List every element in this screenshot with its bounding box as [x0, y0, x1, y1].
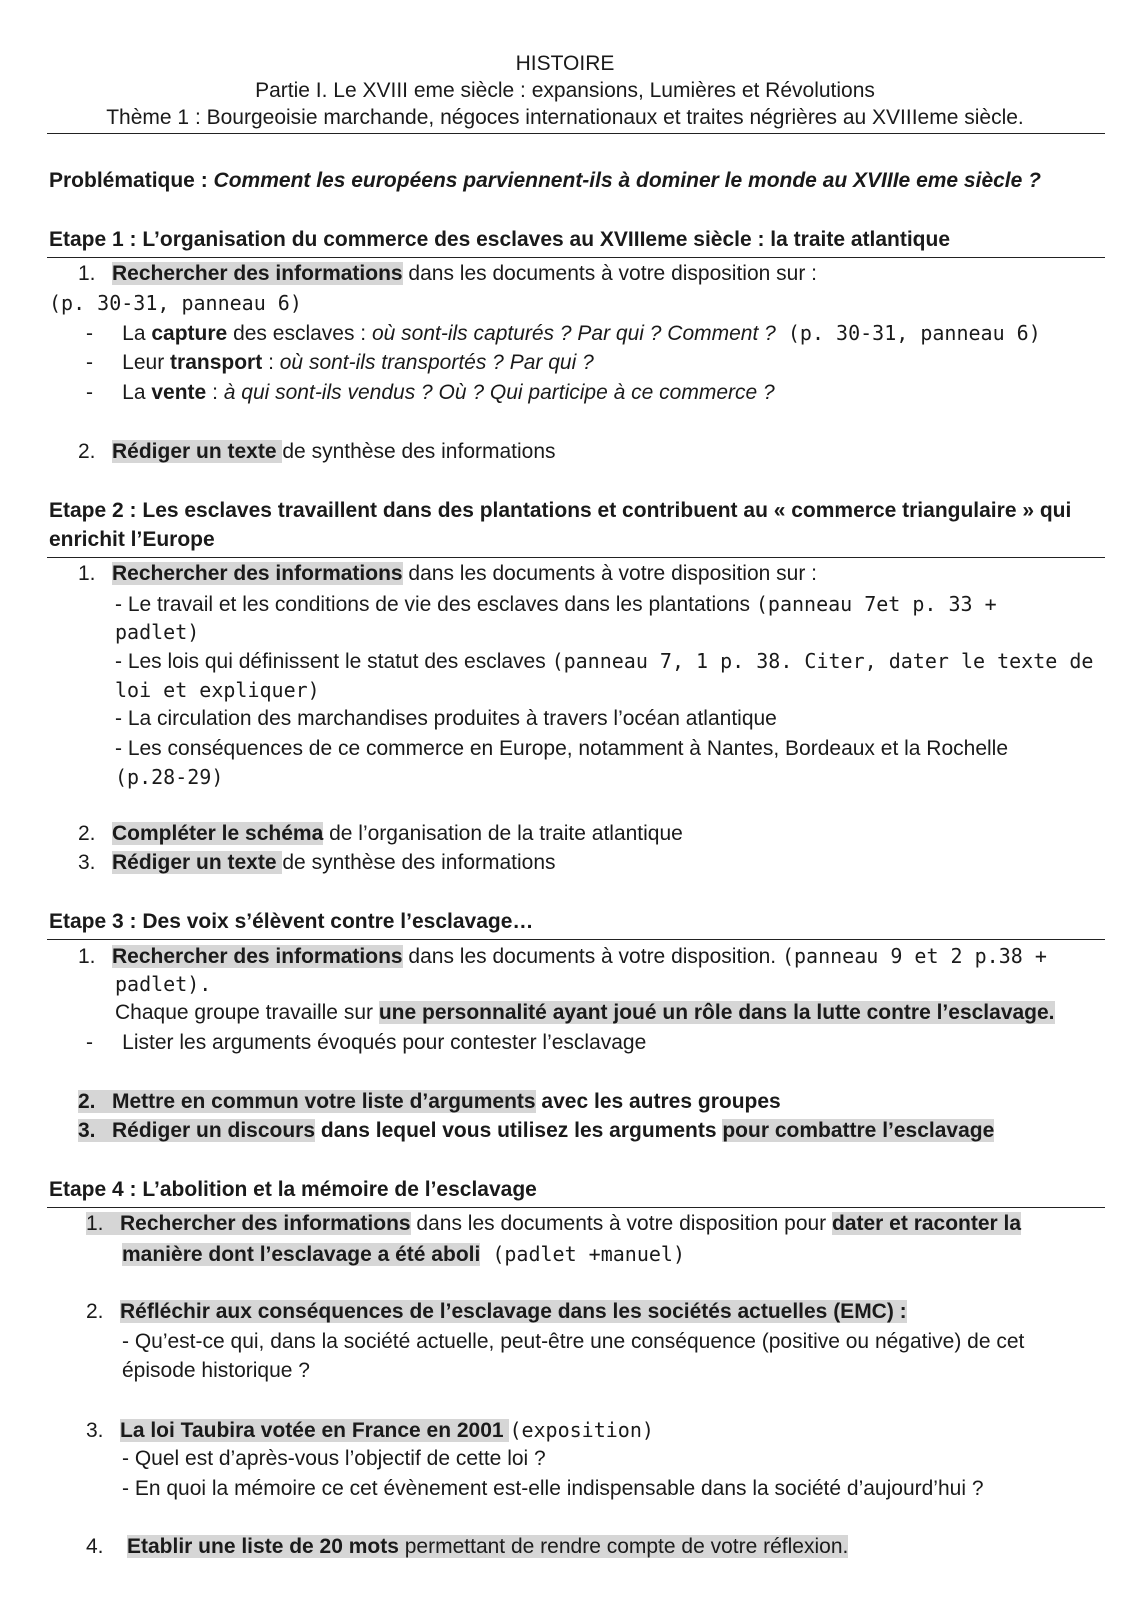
etape2-title-line2: enrichit l’Europe [49, 528, 215, 551]
etape3-title: Etape 3 : Des voix s’élèvent contre l’esclavage… [49, 910, 534, 933]
etape4-rule [47, 1207, 1105, 1208]
etape2-rule [47, 557, 1105, 558]
etape2-sub-travail: - Le travail et les conditions de vie des esclaves dans les plantations (panneau 7et p. 33 + [115, 592, 997, 616]
theme-title: Thème 1 : Bourgeoisie marchande, négoces internationaux et traites négrières au XVIIIeme siècle. [106, 106, 1024, 129]
etape3-item3: 3. Rédiger un discours dans lequel vous utilisez les arguments pour combattre l’esclavage [78, 1119, 995, 1142]
problematique [49, 166, 1041, 196]
etape2-item1: 1. Rechercher des informations dans les documents à votre disposition sur : [78, 562, 817, 585]
etape2-sub-consequences-ref: (p.28-29) [115, 765, 224, 789]
etape1-rule [47, 257, 1105, 258]
etape3-item1: 1. Rechercher des informations dans les documents à votre disposition. (panneau 9 et 2 p.38 + [78, 944, 1047, 968]
etape3-item2: 2. Mettre en commun votre liste d’arguments avec les autres groupes [78, 1090, 781, 1113]
etape1-item1: 1. Rechercher des informations dans les documents à votre disposition sur : [78, 262, 817, 285]
etape4-item3-question2: - En quoi la mémoire ce cet évènement est-elle indispensable dans la société d’aujourd’hui ? [122, 1477, 984, 1500]
etape4-item3-question1: - Quel est d’après-vous l’objectif de cette loi ? [122, 1447, 546, 1470]
etape4-item1-cont: manière dont l’esclavage a été aboli (padlet +manuel) [122, 1242, 686, 1266]
problematique-label: Problématique : [49, 169, 208, 192]
etape4-item2-question: - Qu’est-ce qui, dans la société actuelle, peut-être une conséquence (positive ou négative) de cet [122, 1330, 1025, 1353]
etape1-bullet-transport: - Leur transport : où sont-ils transportés ? Par qui ? [86, 351, 594, 374]
etape4-item3: 3. La loi Taubira votée en France en 2001 (exposition) [86, 1418, 654, 1442]
etape1-item1-ref: (p. 30-31, panneau 6) [49, 291, 302, 315]
etape2-title-line1: Etape 2 : Les esclaves travaillent dans des plantations et contribuent au « commerce triangulaire » qui [49, 499, 1072, 522]
etape3-group-task: Chaque groupe travaille sur une personnalité ayant joué un rôle dans la lutte contre l’esclavage. [115, 1001, 1055, 1024]
etape2-sub-lois-ref: loi et expliquer) [115, 678, 320, 702]
header-rule [47, 133, 1105, 134]
etape1-bullet-capture: - La capture des esclaves : où sont-ils capturés ? Par qui ? Comment ? (p. 30-31, panneau 6) [86, 321, 1041, 345]
etape2-sub-lois: - Les lois qui définissent le statut des esclaves (panneau 7, 1 p. 38. Citer, dater le texte de [115, 649, 1094, 673]
etape3-item1-ref: padlet). [115, 972, 212, 996]
problematique-question: Comment les européens parviennent-ils à dominer le monde au XVIIIe eme siècle ? [213, 169, 1041, 192]
part-title: Partie I. Le XVIII eme siècle : expansions, Lumières et Révolutions [255, 79, 875, 102]
etape4-item4: 4. Etablir une liste de 20 mots permettant de rendre compte de votre réflexion. [86, 1535, 849, 1558]
etape4-item2: 2. Réfléchir aux conséquences de l’esclavage dans les sociétés actuelles (EMC) : [86, 1300, 907, 1323]
etape4-item1: 1. Rechercher des informations dans les documents à votre disposition pour dater et raconter la [86, 1212, 1022, 1235]
etape2-item3: 3. Rédiger un texte de synthèse des informations [78, 851, 556, 874]
etape4-title: Etape 4 : L’abolition et la mémoire de l’esclavage [49, 1178, 537, 1201]
etape2-sub-consequences: - Les conséquences de ce commerce en Europe, notamment à Nantes, Bordeaux et la Rochelle [115, 737, 1009, 760]
etape3-bullet-arguments: - Lister les arguments évoqués pour contester l’esclavage [86, 1031, 647, 1054]
etape4-item2-question-cont: épisode historique ? [122, 1359, 310, 1382]
etape1-item2: 2. Rédiger un texte de synthèse des informations [78, 440, 556, 463]
etape1-bullet-vente: - La vente : à qui sont-ils vendus ? Où ? Qui participe à ce commerce ? [86, 381, 775, 404]
subject-title: HISTOIRE [515, 52, 615, 75]
etape2-sub-circulation: - La circulation des marchandises produites à travers l’océan atlantique [115, 707, 777, 730]
etape2-item2: 2. Compléter le schéma de l’organisation de la traite atlantique [78, 822, 683, 845]
etape2-sub-travail-ref: padlet) [115, 620, 200, 644]
etape1-title: Etape 1 : L’organisation du commerce des esclaves au XVIIIeme siècle : la traite atlantique [49, 228, 951, 251]
etape3-rule [47, 939, 1105, 940]
